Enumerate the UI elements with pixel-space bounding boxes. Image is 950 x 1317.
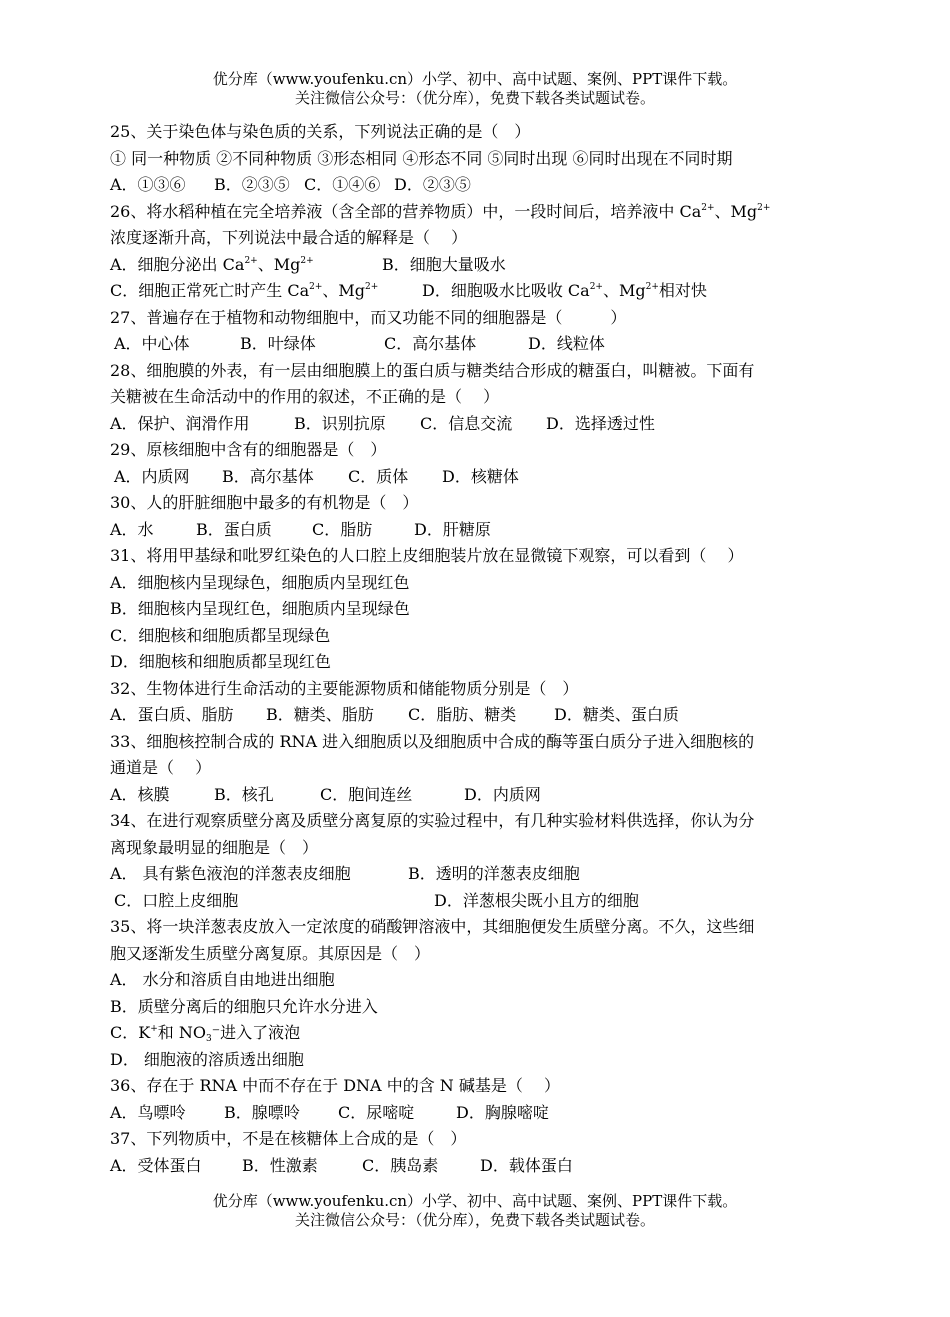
q31-option-c: C．细胞核和细胞质都呈现绿色: [110, 625, 331, 645]
q33-option-c: C．胞间连丝: [320, 784, 413, 804]
q32-option-d: D．糖类、蛋白质: [554, 705, 679, 724]
q25-option-a: A．①③⑥: [110, 175, 186, 194]
q33-options: [110, 782, 845, 809]
q26-option-b: B．细胞大量吸水: [382, 254, 506, 274]
page-footer: [0, 1192, 950, 1230]
q29-option-b: B．高尔基体: [222, 466, 314, 486]
q34-options-ab: [110, 861, 845, 888]
q28-options: [110, 411, 845, 438]
q34-options-cd: [110, 888, 845, 915]
q35-option-b: B．质壁分离后的细胞只允许水分进入: [110, 996, 378, 1016]
q36-option-a: A．鸟嘌呤: [110, 1102, 186, 1122]
q26-stem-line-1: 26、将水稻种植在完全培养液（含全部的营养物质）中，一段时间后，培养液中 $Ca^{2+}$、$Mg^{2+}$: [110, 201, 771, 221]
q25-option-c: C．①④⑥: [304, 175, 381, 194]
q33-option-b: B．核孔: [214, 784, 274, 804]
q26-option-c: C．细胞正常死亡时产生 $Ca^{2+}$、$Mg^{2+}$: [110, 281, 379, 300]
q27-option-b: B．叶绿体: [240, 334, 316, 353]
q32-option-b: B．糖类、脂肪: [266, 705, 374, 724]
q27-options: [110, 331, 845, 358]
q35-option-a: A． 水分和溶质自由地进出细胞: [110, 970, 335, 989]
q28-option-c: C．信息交流: [420, 413, 513, 433]
q28-option-a: A．保护、润滑作用: [110, 413, 250, 433]
q30-option-b: B．蛋白质: [196, 519, 272, 539]
q37-option-b: B．性激素: [242, 1155, 318, 1175]
footer-line-2: 关注微信公众号：（优分库），免费下载各类试题试卷。: [294, 1211, 655, 1229]
q36-option-c: C．尿嘧啶: [338, 1102, 415, 1122]
q34-stem-line-1: 34、在进行观察质壁分离及质壁分离复原的实验过程中，有几种实验材料供选择，你认为分: [110, 811, 755, 830]
q33-option-d: D．内质网: [464, 784, 541, 804]
q37-options: [110, 1153, 845, 1180]
q29-stem: 29、原核细胞中含有的细胞器是（ ）: [110, 440, 387, 459]
q34-option-d: D．洋葱根尖既小且方的细胞: [434, 890, 639, 910]
q27-option-d: D．线粒体: [528, 334, 605, 353]
q29-option-a: A．内质网: [114, 466, 190, 486]
q34-option-a: A． 具有紫色液泡的洋葱表皮细胞: [110, 864, 351, 883]
q36-options: [110, 1100, 845, 1127]
q33-option-a: A．核膜: [110, 784, 170, 804]
q27-stem: 27、普遍存在于植物和动物细胞中，而又功能不同的细胞器是（ ）: [110, 307, 627, 327]
q36-option-b: B．腺嘌呤: [224, 1102, 300, 1122]
q32-stem: 32、生物体进行生命活动的主要能源物质和储能物质分别是（ ）: [110, 678, 579, 698]
q30-option-c: C．脂肪: [312, 519, 373, 539]
q30-option-d: D．肝糖原: [414, 519, 491, 539]
q31-option-d: D．细胞核和细胞质都呈现红色: [110, 652, 331, 671]
q36-option-d: D．胸腺嘧啶: [456, 1102, 549, 1122]
q33-stem-line-1: 33、细胞核控制合成的 RNA 进入细胞质以及细胞质中合成的酶等蛋白质分子进入细胞核的: [110, 731, 755, 751]
q29-options: [110, 464, 845, 491]
q35-option-d: D． 细胞液的溶质透出细胞: [110, 1049, 304, 1069]
question-list: [110, 119, 845, 1179]
q37-option-d: D．载体蛋白: [480, 1155, 573, 1175]
q25-stem: 25、关于染色体与染色质的关系，下列说法正确的是（ ）: [110, 122, 531, 141]
q25-items: ① 同一种物质 ②不同种物质 ③形态相同 ④形态不同 ⑤同时出现 ⑥同时出现在不同时期: [110, 148, 733, 168]
q32-options: [110, 702, 845, 729]
q28-option-d: D．选择透过性: [546, 413, 655, 433]
q32-option-c: C．脂肪、糖类: [408, 705, 517, 724]
q25-option-b: B．②③⑤: [214, 175, 290, 194]
q35-option-c: C．K+和 $NO_3^-$进入了液泡: [110, 1023, 301, 1044]
q32-option-a: A．蛋白质、脂肪: [110, 705, 234, 724]
q26-options-cd: [110, 278, 845, 305]
q34-stem-line-2: 离现象最明显的细胞是（ ）: [110, 837, 319, 857]
q26-stem-line-2: 浓度逐渐升高，下列说法中最合适的解释是（ ）: [110, 228, 468, 247]
q34-option-b: B．透明的洋葱表皮细胞: [408, 864, 580, 883]
q26-options-ab: [110, 252, 845, 279]
q27-option-a: A．中心体: [114, 334, 190, 353]
q26-option-a: A．细胞分泌出 $Ca^{2+}$、$Mg^{2+}$: [110, 254, 314, 274]
q31-option-b: B．细胞核内呈现红色，细胞质内呈现绿色: [110, 599, 410, 618]
q37-option-a: A．受体蛋白: [110, 1155, 202, 1175]
q35-stem-line-1: 35、将一块洋葱表皮放入一定浓度的硝酸钾溶液中，其细胞便发生质壁分离。不久，这些细: [110, 917, 755, 936]
q29-option-c: C．质体: [348, 466, 409, 486]
q28-option-b: B．识别抗原: [294, 413, 386, 433]
q30-options: [110, 517, 845, 544]
q30-option-a: A．水: [110, 519, 154, 539]
q31-option-a: A．细胞核内呈现绿色，细胞质内呈现红色: [110, 572, 410, 592]
header-line-2: 关注微信公众号：（优分库），免费下载各类试题试卷。: [294, 89, 655, 107]
q37-option-c: C．胰岛素: [362, 1155, 439, 1175]
q36-stem: 36、存在于 RNA 中而不存在于 DNA 中的含 N 碱基是（ ）: [110, 1076, 560, 1095]
q25-options: [110, 172, 845, 199]
q28-stem-line-2: 关糖被在生命活动中的作用的叙述，不正确的是（ ）: [110, 387, 500, 406]
footer-line-1: 优分库（www.youfenku.cn）小学、初中、高中试题、案例、PPT课件下载。: [212, 1192, 738, 1210]
page-header: [0, 70, 950, 108]
q35-stem-line-2: 胞又逐渐发生质壁分离复原。其原因是（ ）: [110, 943, 431, 963]
q30-stem: 30、人的肝脏细胞中最多的有机物是（ ）: [110, 493, 419, 512]
q34-option-c: C．口腔上皮细胞: [114, 890, 239, 910]
q26-option-d: D．细胞吸水比吸收 $Ca^{2+}$、$Mg^{2+}$相对快: [422, 281, 707, 300]
q33-stem-line-2: 通道是（ ）: [110, 758, 212, 777]
q31-stem: 31、将用甲基绿和吡罗红染色的人口腔上皮细胞装片放在显微镜下观察，可以看到（ ）: [110, 546, 744, 565]
q29-option-d: D．核糖体: [442, 466, 519, 486]
q28-stem-line-1: 28、细胞膜的外表，有一层由细胞膜上的蛋白质与糖类结合形成的糖蛋白，叫糖被。下面有: [110, 360, 755, 380]
header-line-1: 优分库（www.youfenku.cn）小学、初中、高中试题、案例、PPT课件下载。: [212, 70, 738, 88]
q27-option-c: C．高尔基体: [384, 334, 477, 353]
q37-stem: 37、下列物质中，不是在核糖体上合成的是（ ）: [110, 1129, 467, 1148]
q25-option-d: D．②③⑤: [394, 175, 471, 194]
